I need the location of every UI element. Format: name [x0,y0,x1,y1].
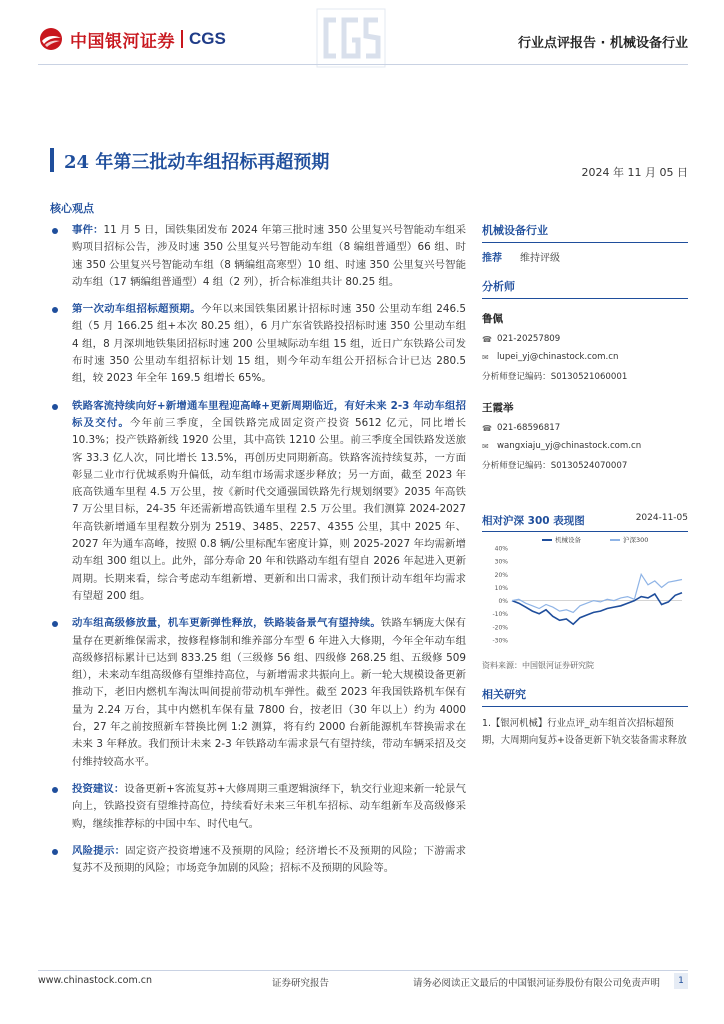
cert-text: 分析师登记编码：S0130521060001 [482,372,628,382]
y-tick-label: 10% [494,584,508,592]
analyst-email[interactable] [482,352,688,362]
paragraph-investment [50,781,466,833]
analyst-card [482,400,688,471]
cert-text: 分析师登记编码：S0130524070007 [482,461,628,471]
chart-source: 资料来源：中国银河证券研究院 [482,661,594,670]
y-tick-label: 30% [494,558,508,566]
phone-text: 021-68596817 [497,423,561,433]
paragraph-tender [50,301,466,387]
chart-title: 相对沪深 300 表现图 [482,515,585,527]
page-footer [38,975,688,991]
report-date: 2024 年 11 月 05 日 [581,166,688,179]
report-type: 行业点评报告 · 机械设备行业 [518,36,688,51]
logo-text: 中国银河证券 [70,31,175,52]
paragraph-lead: 第一次动车组招标超预期。 [72,303,202,316]
y-tick-label: -30% [492,637,508,645]
footer-divider [38,970,688,971]
rating-label: 推荐 [482,253,502,264]
sidebar [482,222,688,471]
main-content [50,222,466,887]
company-logo [38,24,226,54]
chart-date: 2024-11-05 [635,513,688,523]
page-number: 1 [674,973,688,989]
y-tick-label: -10% [492,611,508,619]
rating-value: 维持评级 [520,253,560,264]
paragraph-text: 设备更新+客流复苏+大修周期三重逻辑演绎下，轨交行业迎来新一轮景气向上，铁路投资有望维持高位，持续看好未来三年机车招标、动车组新车及高级修采购，继续推荐标的中国中车、时代电气。 [72,782,466,830]
email-text[interactable]: lupei_yj@chinastock.com.cn [497,352,619,362]
core-views-label: 核心观点 [50,202,94,215]
galaxy-logo-icon [38,26,64,52]
bullet-icon [52,307,58,313]
paragraph-lead: 事件： [72,224,104,236]
legend-label: 机械设备 [555,536,581,544]
bullet-icon [52,621,58,627]
footer-disclaimer: 请务必阅读正文最后的中国银河证券股份有限公司免责声明 [412,978,660,989]
analyst-name: 鲁佩 [482,313,503,325]
paragraph-maintenance [50,615,466,771]
paragraph-event [50,222,466,291]
paragraph-text: 今年以来国铁集团累计招标时速 350 公里动车组 246.5 组（5 月 166.25 组+本次 80.25 组），6 月广东省铁路投招标时速 350 公里动车组 4 组，8 月深圳地铁集团招标时速 200 公里城际动车组 15 组，近日广东铁路公司发布时速 350 公里动车组招标计划 15 组，则今年动车组公开招标合计已达 280.5 组，较 2023 年全年 169.5 组增长 65%。 [72,303,466,385]
page-title: 24 年第三批动车组招标再超预期 [64,152,330,173]
paragraph-lead: 铁路客流持续向好+新增通车里程迎高峰+更新周期临近，有好未来 2-3 年动车组招标及交付。 [72,399,466,429]
cgs-watermark [316,8,386,68]
performance-chart [482,513,688,671]
analyst-cert [482,459,688,471]
title-accent [50,148,54,172]
analyst-card [482,311,688,382]
mail-icon: ✉ [482,352,489,362]
logo-divider [181,30,183,48]
page-header [0,0,724,75]
analyst-cert [482,370,688,382]
analyst-phone [482,423,688,433]
bullet-icon [52,849,58,855]
related-research [482,686,688,749]
paragraph-text: 固定资产投资增速不及预期的风险；经济增长不及预期的风险；下游需求复苏不及预期的风险；市场竞争加剧的风险；招标不及预期的风险等。 [72,844,466,875]
paragraph-risk [50,843,466,878]
y-tick-label: 20% [494,571,508,579]
analyst-email[interactable] [482,441,688,451]
y-tick-label: 40% [494,545,508,553]
bullet-icon [52,404,58,410]
footer-type: 证券研究报告 [272,978,330,989]
paragraph-text: 铁路车辆庞大保有量存在更新维保需求，按修程修制和维养部分车型 6 年进入大修期，今年全年动车组高级修招标累计已达到 833.25 组（三级修 56 组、四级修 268.25 组、五级修 509 组），未来动车组高级修有望维持高位，与新增需求共振向上。新一轮大规模设备更新推动下，老旧内燃机车淘汰叫间提前带动机车弹性。截至 2023 年我国铁路机车保有量为 2.24 万台，其中内燃机车保有量 7800 台，按老旧（30 年以上）约为 4000 台，27 年之前按照新车替换比例 1:2 测算，将有约 2000 台新能源机车替换需求在未来 3 年释放。我们预计未来 2-3 年铁路动车需求景气有望持续，带动车辆采招及交付维持较高水平。 [72,617,466,768]
related-title: 相关研究 [482,686,688,707]
bullet-icon [52,228,58,234]
email-text[interactable]: wangxiaju_yj@chinastock.com.cn [497,441,642,451]
mail-icon: ✉ [482,441,489,451]
analyst-title: 分析师 [482,278,688,299]
y-tick-label: 0% [498,598,508,606]
phone-icon: ☎ [482,334,492,344]
header-divider [38,64,688,65]
paragraph-lead: 投资建议： [72,782,125,795]
analyst-name: 王霞举 [482,402,514,414]
industry-title: 机械设备行业 [482,222,688,243]
footer-url[interactable]: www.chinastock.com.cn [38,975,152,986]
phone-text: 021-20257809 [497,334,561,344]
paragraph-lead: 风险提示： [72,844,126,857]
paragraph-lead: 动车组高级修放量，机车更新弹性释放，铁路装备景气有望持续。 [72,617,382,630]
paragraph-text: 今年前三季度，全国铁路完成固定资产投资 5612 亿元，同比增长 10.3%；投产铁路新线 1920 公里，其中高铁 1210 公里。前三季度全国铁路发送旅客 33.3 亿人次，同比增长 13.5%，再创历史同期新高。铁路客流持续复苏，一方面彰显二业市行优城系购升偏低，动车组市场需求逐步释放；另一方面，截至 2023 年底高铁通车里程 4.5 万公里，按《新时代交通强国铁路先行规划纲要》2035 年高铁 7 万公里目标，24-35 年还需新增高铁通车里程 2.5 万公里。我们测算 2024-2027 年高铁新增通车里程数分别为 2519、3485、2257、4355 公里，其中 2025 年、2027 年为通车高峰，按照 0.8 辆/公里标配车密度计算，则 2025-2027 年均需新增动车组 300 组以上。此外，部分寿命 20 年和铁路动车组有望自 2026 年起进入更新周期。长期来看，综合考虑动车组新增、更新和出口需求，我们预计动车组年均需求有望超 200 组。 [72,416,467,602]
y-tick-label: -20% [492,624,508,632]
bullet-icon [52,787,58,793]
paragraph-text: 11 月 5 日，国铁集团发布 2024 年第三批时速 350 公里复兴号智能动车组采购项目招标公告，涉及时速 350 公里复兴号智能动车组（8 编组普通型）66 组、时速 350 公里复兴号智能动车组（8 辆编组高寒型）10 组、时速 350 公里复兴号智能动车组（17 辆编组普通型）4 组（2 列），折合标准组共计 80.25 组。 [72,224,466,288]
series-line-1 [512,574,682,612]
chart-svg [482,532,688,652]
related-item[interactable]: 1.【银河机械】行业点评_动车组首次招标超预期，大周期向复苏+设备更新下轨交装备需求释放 [482,718,687,746]
rating-row [482,249,688,264]
paragraph-railway [50,398,466,606]
legend-label: 沪深300 [623,536,649,544]
chart-header [482,513,688,532]
phone-icon: ☎ [482,423,492,433]
logo-cgs: CGS [189,29,226,48]
analyst-phone [482,334,688,344]
